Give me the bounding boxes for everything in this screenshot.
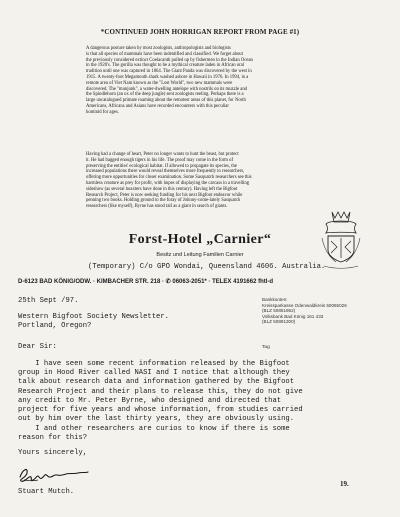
closing: Yours sincerely, [18,449,88,457]
report-line: increased populations there would reveal themselves more frequently to researchers, [86,169,245,175]
report-line: in the 1920's. The gorilla was thought to be a mythical creature laden in African oral [86,63,245,69]
report-line: researchers (like myself), Byrne has stood tall as a giant in search of giants. [86,204,228,210]
bank-line: (BLZ 50851952) [262,308,296,314]
report-paragraph-2 [86,152,318,210]
report-line: Research Project, Peter is now seeking funding for his next Bigfoot endeavor while [86,192,243,198]
bank-line: Kreissparkasse Odenwaldkreis 50065026 [262,302,347,308]
report-line: Americans, Africans and Asians have recorded encounters with this peculiar [86,103,229,109]
letter-line: reason for this? [18,434,88,443]
letter-line: any credit to Mr. Peter Byrne, who designed and directed that [18,396,282,405]
report-line: harmless creature as prey for profit, with hopes of displaying the carcass in a travelling [86,180,250,186]
report-line: sideshow (as several hoaxters have done in this century). Having left the Bigfoot [86,186,238,192]
temporary-address: (Temporary) C/o GPO Wondai, Queensland 4606. Australia. [88,263,326,271]
letter-paragraph-1 [18,360,390,424]
report-paragraph-1 [86,46,318,116]
letter-line: Research Project and their plans to release this, they do not give [18,387,303,396]
report-line: is that all species of mammals have been indentified and classified. We forget about [86,51,243,57]
report-line: tradition until one was captured in 1864. The Giant Panda was discovered by the west in [86,69,252,75]
report-line: 1915. A twenty-foot Megamouth shark washed ashore in Hawaii in 1976. In 1994, in a [86,74,249,80]
tag-label: Tag [262,345,270,350]
bank-line: Volksbank Bad König 161 433 [262,313,324,319]
signer-name: Stuart Mutch. [18,488,75,496]
report-line: penning two books. Holding ground to the foray of Johnny-come-lately Sasquatch [86,198,241,204]
report-line: large uncatalogued primate roaming about the remotest areas of this planet, for North [86,98,246,104]
letter-line: I have seen some recent information released by the Bigfoot [18,360,290,368]
recipient-line: Portland, Oregon? [18,322,92,330]
salutation: Dear Sir: [18,343,57,351]
report-heading: *CONTINUED JOHN HORRIGAN REPORT FROM PAGE #1) [100,28,300,36]
hotel-name: Forst-Hotel „Carnier“ [128,232,272,247]
owner-line: Besitz und Leitung Familien Carnier [156,252,244,258]
report-line: the previously considered extinct Coelacanth pulled up by fishermen in the Indian Ocean [86,57,253,63]
report-line: it. He had bagged enough tigers in his life. The proof may come in the form of [86,157,234,163]
letter-line: group in Hood River called NASI and I notice that although they [18,369,290,378]
letter-line: I and other researchers are curios to know if there is some [18,425,290,433]
recipient [18,313,169,331]
report-line: remote area of Viet Nam known as the "Lost World", two new mammals were [86,80,233,86]
letter-line: talk about research data and information gathered by the Bigfoot [18,378,295,387]
handwritten-signature [16,461,100,485]
letter-line: out by him over the last thirty years, they are obviously using. [18,415,295,424]
recipient-line: Western Bigfoot Society Newsletter. [18,313,169,321]
report-line: discovered. The "munjonk", a water-dwelling antelope with nostrils on its muzzle and [86,86,248,92]
page-number: 19. [340,480,349,488]
report-line: offering more opportunities for closer examination. Some Sasquatch researchers see this [86,175,252,181]
report-line: A dangerous posture taken by most zoologists, anthropologists and biologists [86,46,231,51]
hotel-address-line: D-6123 BAD KÖNIG/ODW. · KIMBACHER STR. 218 · ✆ 06063-2051* · TELEX 4191662 fhtl-d [18,279,274,285]
letter-date: 25th Sept /97. [18,297,79,305]
report-line: the Spindlehorn (an ox of the deep jungle) sent zoologists reeling. Perhaps there is a [86,92,244,98]
bank-details [262,297,398,325]
letter-line: project for five years and whose information, from studies carried [18,406,303,415]
bank-line: (BLZ 50891300) [262,319,296,325]
report-line: preserving the entities' ecological habitat. If allowed to propagate its species, the [86,163,237,169]
report-line: Having had a change of heart, Peter no longer wants to hunt the beast, but protect [86,152,239,157]
report-line: hominid for ages. [86,109,119,115]
letter-paragraph-2 [18,425,390,443]
bank-line: Bankkonten: [262,297,288,302]
